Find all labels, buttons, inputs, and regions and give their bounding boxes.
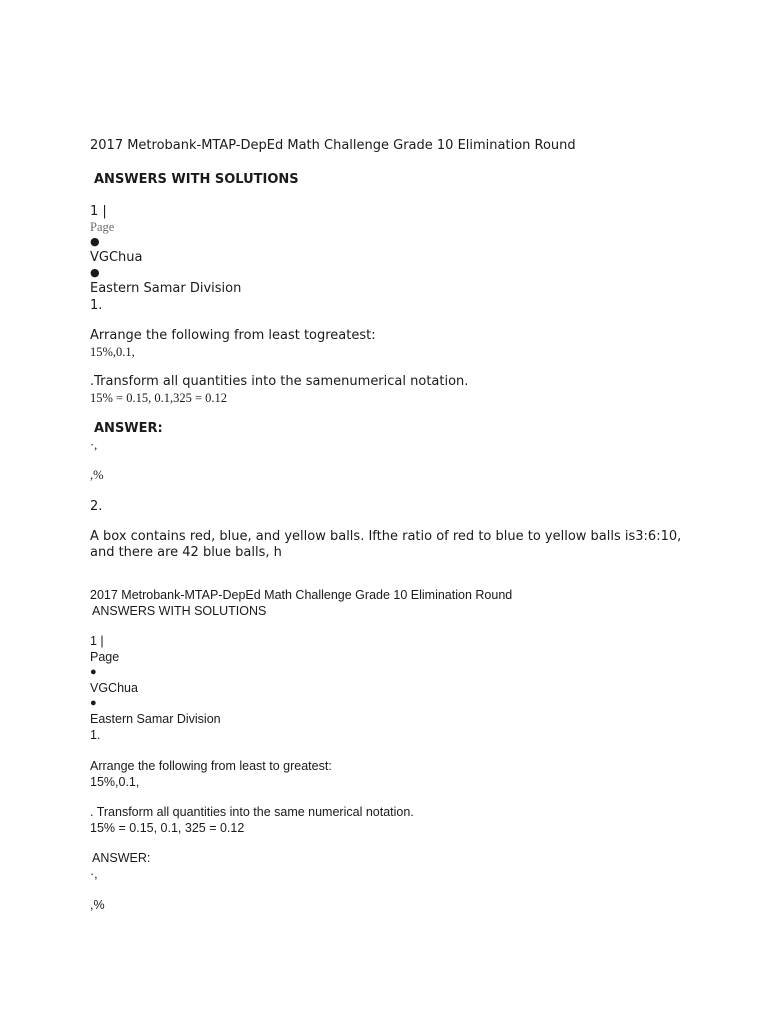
solution-step: . Transform all quantities into the same numerical notation. [90,805,414,819]
conversion-line: 15% = 0.15, 0.1,325 = 0.12 [90,391,228,405]
question-text: A box contains red, blue, and yellow balls. Ifthe ratio of red to blue to yellow balls is3:6:10, and there are 42 blue balls, h [90,529,682,560]
document-title: 2017 Metrobank-MTAP-DepEd Math Challenge Grade 10 Elimination Round [90,138,576,153]
page-label: Page [90,650,120,664]
answer-line: ,% [90,468,104,482]
answer-line: ,% [90,898,105,912]
division-name: Eastern Samar Division [90,281,242,296]
question-number: 1. [90,298,103,313]
question-values: 15%,0.1, [90,345,135,359]
section-heading: ANSWERS WITH SOLUTIONS [94,172,299,187]
solution-step: .Transform all quantities into the samenumerical notation. [90,374,469,389]
document-title: 2017 Metrobank-MTAP-DepEd Math Challenge Grade 10 Elimination Round [90,588,513,602]
question-prompt: Arrange the following from least to greatest: [90,759,332,773]
conversion-line: 15% = 0.15, 0.1, 325 = 0.12 [90,821,245,835]
page-number: 1 | [90,204,107,219]
answer-label: ANSWER: [92,851,151,865]
question-prompt: Arrange the following from least togreatest: [90,328,376,343]
page-number: 1 | [90,634,104,648]
bullet-marker: ● [90,697,97,709]
answer-line: ·, [90,867,98,881]
answer-label: ANSWER: [94,421,163,436]
page-label: Page [90,220,115,234]
bullet-marker: ● [90,666,97,678]
question-values: 15%,0.1, [90,775,140,789]
question-number: 2. [90,499,103,514]
author-name: VGChua [90,681,138,695]
question-number: 1. [90,728,101,742]
answer-line: ·, [90,438,98,452]
author-name: VGChua [90,250,143,265]
bullet-marker: ● [90,235,100,248]
division-name: Eastern Samar Division [90,712,221,726]
bullet-marker: ● [90,266,100,279]
section-heading: ANSWERS WITH SOLUTIONS [92,604,267,618]
